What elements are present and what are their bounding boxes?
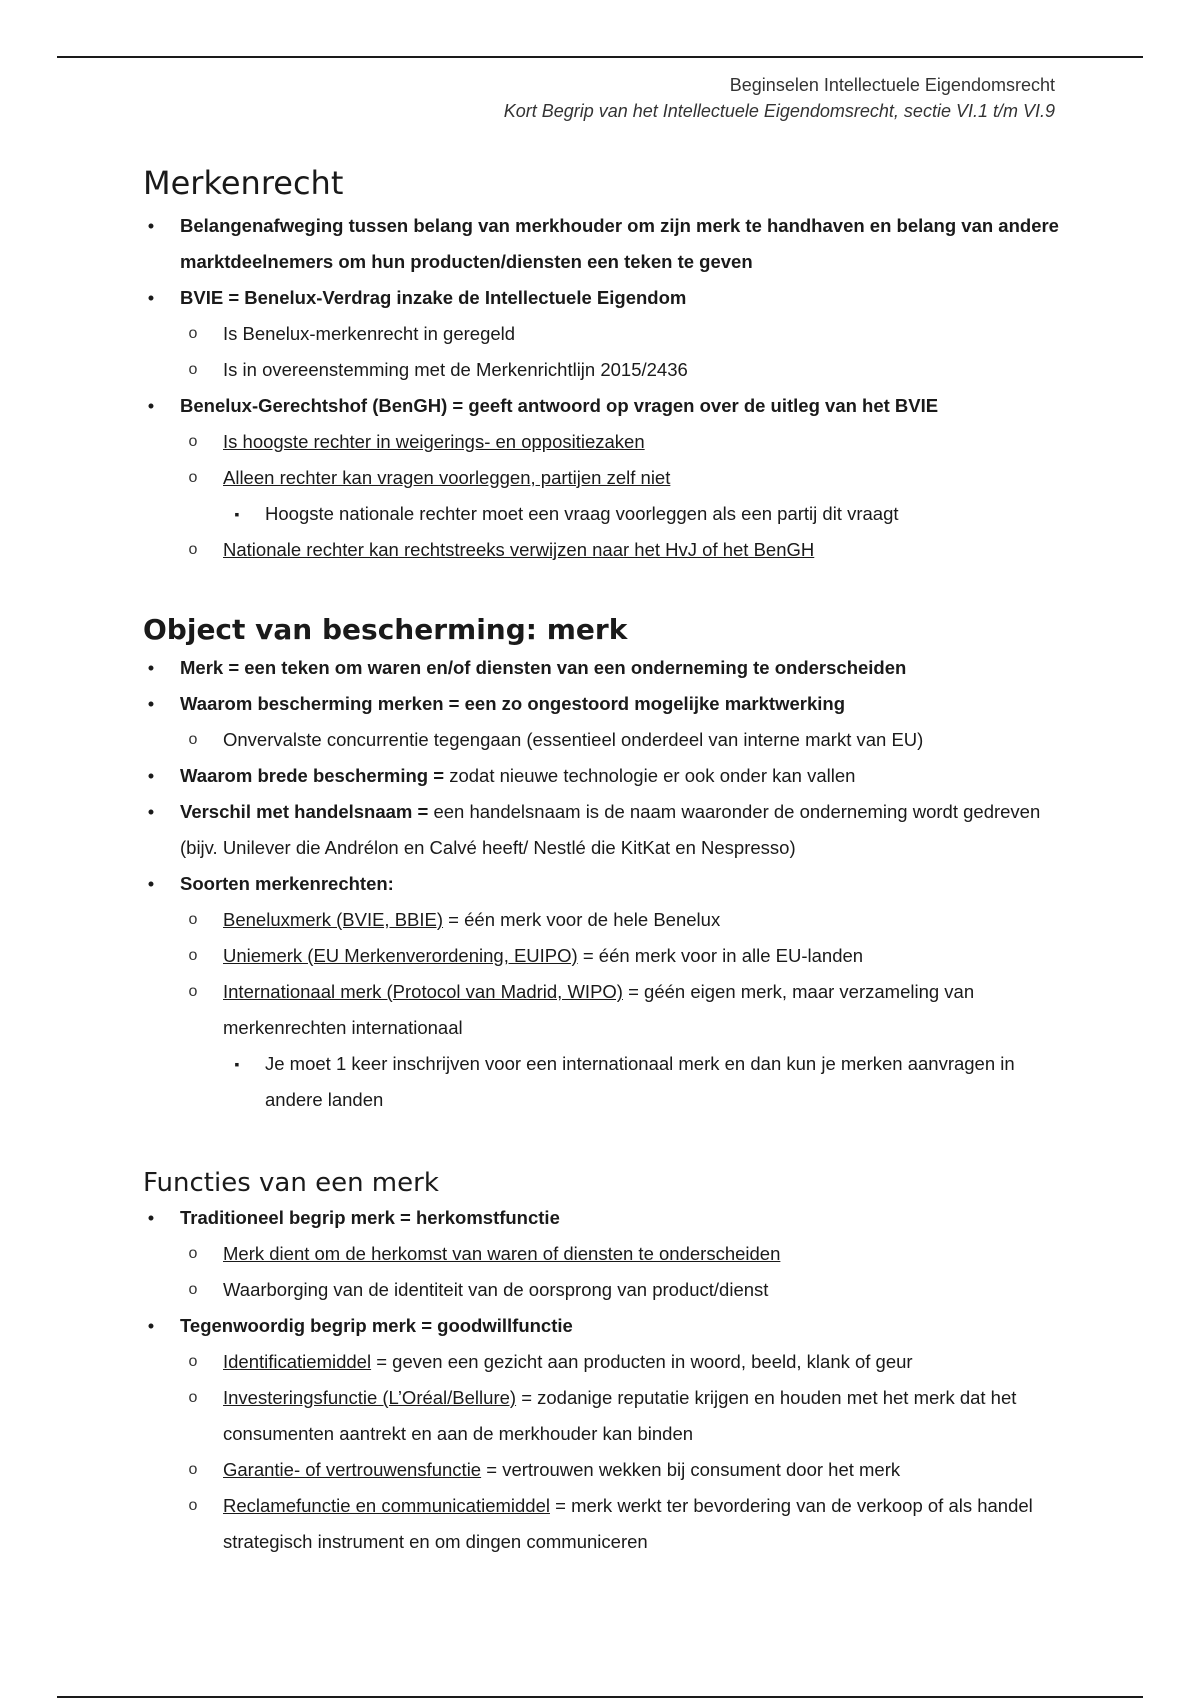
heading-merkenrecht: Merkenrecht: [143, 164, 344, 202]
disc-bullet-icon: •: [147, 693, 155, 714]
list-item: o Waarborging van de identiteit van de oorsprong van product/dienst: [143, 1272, 1063, 1308]
list-item: • Benelux-Gerechtshof (BenGH) = geeft antwoord op vragen over de uitleg van het BVIE: [143, 388, 1063, 424]
disc-bullet-icon: •: [147, 215, 155, 236]
square-bullet-icon: ▪: [234, 1056, 240, 1072]
list-item: o Is Benelux-merkenrecht in geregeld: [143, 316, 1063, 352]
circle-bullet-icon: o: [188, 325, 198, 342]
circle-bullet-icon: o: [188, 1245, 198, 1262]
list-item: • Traditioneel begrip merk = herkomstfunctie: [143, 1200, 1063, 1236]
circle-bullet-icon: o: [188, 1281, 198, 1298]
list-item: • Soorten merkenrechten:: [143, 866, 1063, 902]
circle-bullet-icon: o: [188, 541, 198, 558]
list-item: o Reclamefunctie en communicatiemiddel = merk werkt ter bevordering van de verkoop of als handel strategisch instrument en om dingen communiceren: [143, 1488, 1063, 1560]
page-header: [504, 72, 1055, 124]
disc-bullet-icon: •: [147, 765, 155, 786]
bottom-rule: [57, 1696, 1143, 1698]
heading-functies-van-een-merk: Functies van een merk: [143, 1168, 439, 1198]
list-item: • Waarom brede bescherming = zodat nieuwe technologie er ook onder kan vallen: [143, 758, 1063, 794]
square-bullet-icon: ▪: [234, 506, 240, 522]
document-body: [143, 162, 1063, 1560]
heading-object-van-bescherming: Object van bescherming: merk: [143, 613, 628, 646]
list-item: o Is hoogste rechter in weigerings- en oppositiezaken: [143, 424, 1063, 460]
header-title: Beginselen Intellectuele Eigendomsrecht: [729, 75, 1055, 95]
disc-bullet-icon: •: [147, 873, 155, 894]
circle-bullet-icon: o: [188, 1461, 198, 1478]
list-item: o Beneluxmerk (BVIE, BBIE) = één merk voor de hele Benelux: [143, 902, 1063, 938]
circle-bullet-icon: o: [188, 731, 198, 748]
list-item: o Identificatiemiddel = geven een gezicht aan producten in woord, beeld, klank of geur: [143, 1344, 1063, 1380]
disc-bullet-icon: •: [147, 1207, 155, 1228]
list-item: o Onvervalste concurrentie tegengaan (essentieel onderdeel van interne markt van EU): [143, 722, 1063, 758]
list-object-van-bescherming: [143, 650, 1063, 1118]
disc-bullet-icon: •: [147, 657, 155, 678]
list-item: o Internationaal merk (Protocol van Madrid, WIPO) = géén eigen merk, maar verzameling van merkenrechten internationaal: [143, 974, 1063, 1046]
circle-bullet-icon: o: [188, 983, 198, 1000]
list-item: o Is in overeenstemming met de Merkenrichtlijn 2015/2436: [143, 352, 1063, 388]
list-item: • Tegenwoordig begrip merk = goodwillfunctie: [143, 1308, 1063, 1344]
list-functies: [143, 1200, 1063, 1560]
disc-bullet-icon: •: [147, 801, 155, 822]
circle-bullet-icon: o: [188, 433, 198, 450]
circle-bullet-icon: o: [188, 1389, 198, 1406]
list-item: • Merk = een teken om waren en/of diensten van een onderneming te onderscheiden: [143, 650, 1063, 686]
circle-bullet-icon: o: [188, 947, 198, 964]
list-item: • Waarom bescherming merken = een zo ongestoord mogelijke marktwerking: [143, 686, 1063, 722]
list-item: ▪ Je moet 1 keer inschrijven voor een internationaal merk en dan kun je merken aanvragen in andere landen: [143, 1046, 1063, 1118]
circle-bullet-icon: o: [188, 361, 198, 378]
circle-bullet-icon: o: [188, 469, 198, 486]
list-item: o Garantie- of vertrouwensfunctie = vertrouwen wekken bij consument door het merk: [143, 1452, 1063, 1488]
list-item: o Nationale rechter kan rechtstreeks verwijzen naar het HvJ of het BenGH: [143, 532, 1063, 568]
circle-bullet-icon: o: [188, 1497, 198, 1514]
header-subtitle: Kort Begrip van het Intellectuele Eigendomsrecht, sectie VI.1 t/m VI.9: [503, 101, 1055, 121]
disc-bullet-icon: •: [147, 395, 155, 416]
list-item: o Alleen rechter kan vragen voorleggen, partijen zelf niet: [143, 460, 1063, 496]
list-item: o Investeringsfunctie (L’Oréal/Bellure) = zodanige reputatie krijgen en houden met het merk dat het consumenten aantrekt en aan de merkhouder kan binden: [143, 1380, 1063, 1452]
list-item: • BVIE = Benelux-Verdrag inzake de Intellectuele Eigendom: [143, 280, 1063, 316]
circle-bullet-icon: o: [188, 911, 198, 928]
list-item: o Merk dient om de herkomst van waren of diensten te onderscheiden: [143, 1236, 1063, 1272]
circle-bullet-icon: o: [188, 1353, 198, 1370]
disc-bullet-icon: •: [147, 1315, 155, 1336]
list-item: o Uniemerk (EU Merkenverordening, EUIPO) = één merk voor in alle EU-landen: [143, 938, 1063, 974]
disc-bullet-icon: •: [147, 287, 155, 308]
list-item: ▪ Hoogste nationale rechter moet een vraag voorleggen als een partij dit vraagt: [143, 496, 1063, 532]
list-item: • Belangenafweging tussen belang van merkhouder om zijn merk te handhaven en belang van andere marktdeelnemers om hun producten/diensten een teken te geven: [143, 208, 1063, 280]
top-rule: [57, 56, 1143, 58]
list-item: • Verschil met handelsnaam = een handelsnaam is de naam waaronder de onderneming wordt gedreven (bijv. Unilever die Andrélon en Calvé heeft/ Nestlé die KitKat en Nespresso): [143, 794, 1063, 866]
list-merkenrecht: [143, 208, 1063, 568]
